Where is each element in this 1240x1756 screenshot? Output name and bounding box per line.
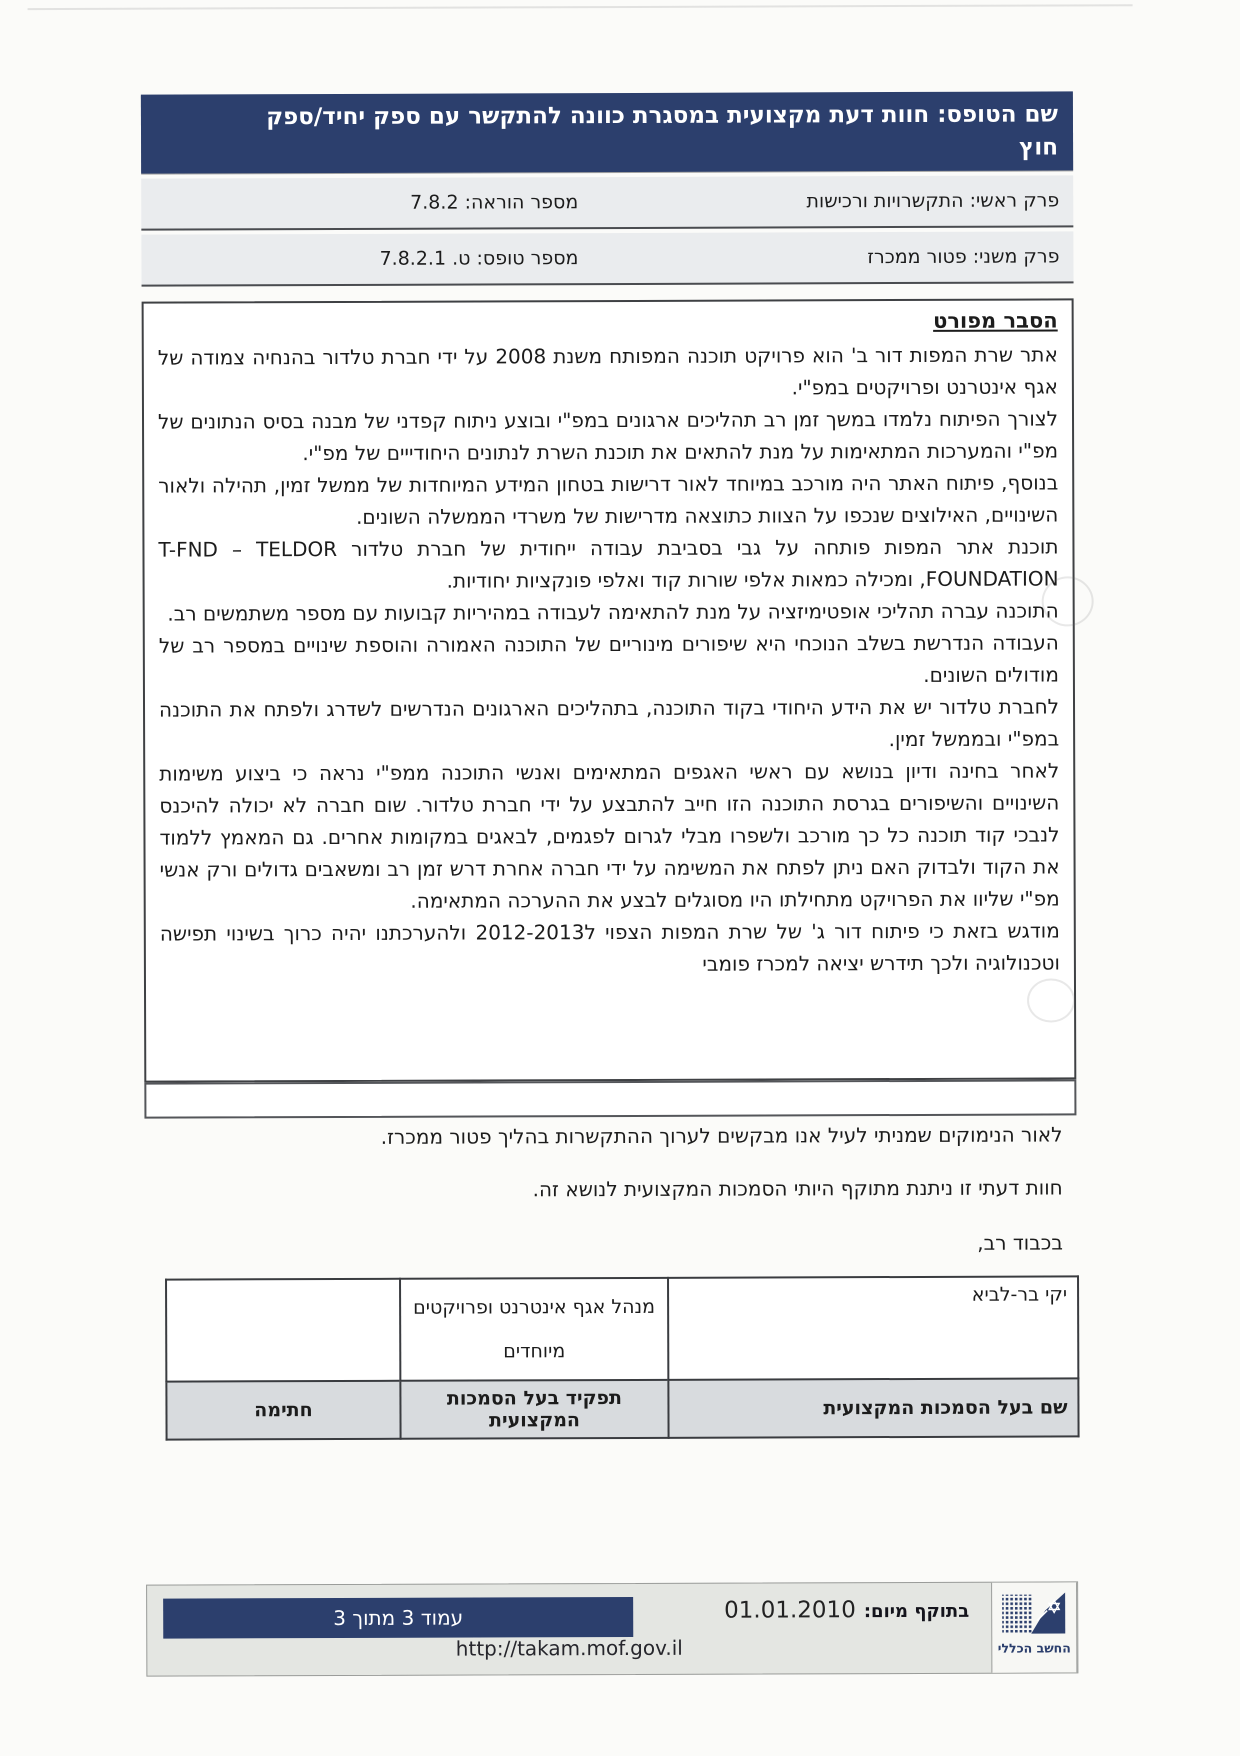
body-paragraph: לצורך הפיתוח נלמדו במשך זמן רב תהליכים ארגונים במפ"י ובוצע ניתוח קפדני של מבנה בסיס הנתונים של מפ"י והמערכות המתאימות על מנת להתאים את תוכנת השרת לנתונים היחודייים של מפ"י. [157,406,1059,466]
authority-name-header: שם בעל הסמכות המקצועית [668,1378,1078,1437]
body-paragraph: לאחר בחינה ודיון בנושא עם ראשי האגפים המתאימים ואנשי התוכנה ממפ"י נראה כי ביצוע משימות השינויים והשיפורים בגרסת התוכנה הזו חייב להתבצע על ידי חברת טלדור. שום חברה לא יכולה להיכנס לנבכי קוד תוכנה כל כך מורכב ולשפרו מבלי לגרום לפגמים, לבאגים במקומות אחרים. גם המאמץ ללמוד את הקוד ולבדוק האם ניתן לפתח את המשימה על ידי חברה אחרת דרש זמן רב ומשאבים גדולים ורק אנשי מפ"י שליוו את הפרויקט מתחילתו היו מסוגלים לבצע את ההערכה המתאימה. [159,758,1060,913]
signature-cell [166,1279,400,1382]
accountant-general-logo [991,1582,1077,1672]
logo-graphic-icon [1001,1588,1067,1638]
body-paragraph: תוכנת אתר המפות פותחה על גבי בסביבת עבודה ייחודית של חברת טלדור T-FND – TELDOR FOUNDATION, ומכילה כמאות אלפי שורות קוד ואלפי פונקציות יחודיות. [158,534,1059,593]
body-paragraph: התוכנה עברה תהליכי אופטימיזציה על מנת להתאימה לעבודה במהיריות קבועות עם מספר משתמשים רב. [167,598,1059,626]
table-row-values [166,1276,1078,1381]
form-title-line1: שם הטופס: חוות דעת מקצועית במסגרת כוונה להתקשר עם ספק יחיד/ספק [266,101,1058,131]
signature-header: חתימה [166,1381,400,1440]
table-row-headers [166,1378,1078,1439]
signature-table [165,1275,1080,1440]
page-indicator-bar: עמוד 3 מתוך 3 [163,1597,633,1639]
instruction-number: מספר הוראה: 7.8.2 [410,191,579,214]
authority-statement-line: חוות דעתי זו ניתנת מתוקף היותי הסמכות המקצועית לנושא זה. [532,1175,1063,1202]
valid-from-label: בתוקף מיום: [863,1600,970,1623]
scan-artifact-circle [1027,978,1075,1022]
body-paragraph: לחברת טלדור יש את הידע היחודי בקוד התוכנה, בתהליכים הארגונים הנדרשים לשדרג ולפתח את התוכנה במפ"י ובממשל זמין. [158,694,1060,752]
body-paragraph: העבודה הנדרשת בשלב הנוכחי היא שיפורים מינוריים של התוכנה האמורה והוספת שינויים במספר רב של מודולים השונים. [158,630,1059,687]
exemption-request-line: לאור הנימוקים שמניתי לעיל אנו מבקשים לערוך ההתקשרות בהליך פטור ממכרז. [380,1122,1063,1149]
detailed-explanation-box [142,298,1077,1082]
authority-name-cell: יקי בר-לביא [668,1276,1078,1379]
body-paragraph: בנוסף, פיתוח האתר היה מורכב במיוחד לאור דרישות בטחון המידע המיוחדות של ממשל זמין, תהילה ולאור השינויים, האילוצים שנכפו על הצוות כתוצאה מדרישות של משרדי הממשלה השונים. [158,470,1059,529]
form-title-bar [141,91,1073,173]
body-paragraph: מודגש בזאת כי פיתוח דור ג' של שרת המפות הצפוי ל2012-2013 ולהערכתנו יהיה כרוך בשינוי תפישה וטכנולוגיה ולכך תידרש יציאה למכרז פומבי [159,918,1060,976]
form-number: מספר טופס: ט. 7.8.2.1 [379,247,579,270]
signoff-line: בכבוד רב, [977,1230,1063,1255]
scan-artifact-circle [1042,576,1094,626]
authority-role-header: תפקיד בעל הסמכות המקצועית [400,1380,668,1439]
takam-url: http://takam.mof.gov.il [455,1635,683,1661]
info-row-sub-chapter [141,231,1073,286]
main-chapter-label: פרק ראשי: התקשרויות ורכישות [806,189,1060,213]
info-row-main-chapter [141,175,1073,230]
valid-from [724,1597,969,1624]
logo-caption: החשב הכללי [997,1640,1071,1656]
authority-role-cell: מנהל אגף אינטרנט ופרויקטים מיוחדים [400,1278,668,1381]
valid-from-date: 01.01.2010 [724,1597,856,1624]
form-title-line2: חוץ [1019,134,1059,161]
explanation-heading: הסבר מפורט [933,308,1058,333]
page-footer [146,1581,1078,1676]
scan-edge-line [28,4,1133,10]
empty-field-box [144,1079,1076,1118]
sub-chapter-label: פרק משני: פטור ממכרז [867,245,1060,269]
body-paragraph: אתר שרת המפות דור ב' הוא פרויקט תוכנה המפותח משנת 2008 על ידי חברת טלדור בהנחיה צמודה של אגף אינטרנט ופרויקטים במפ"י. [157,342,1058,400]
